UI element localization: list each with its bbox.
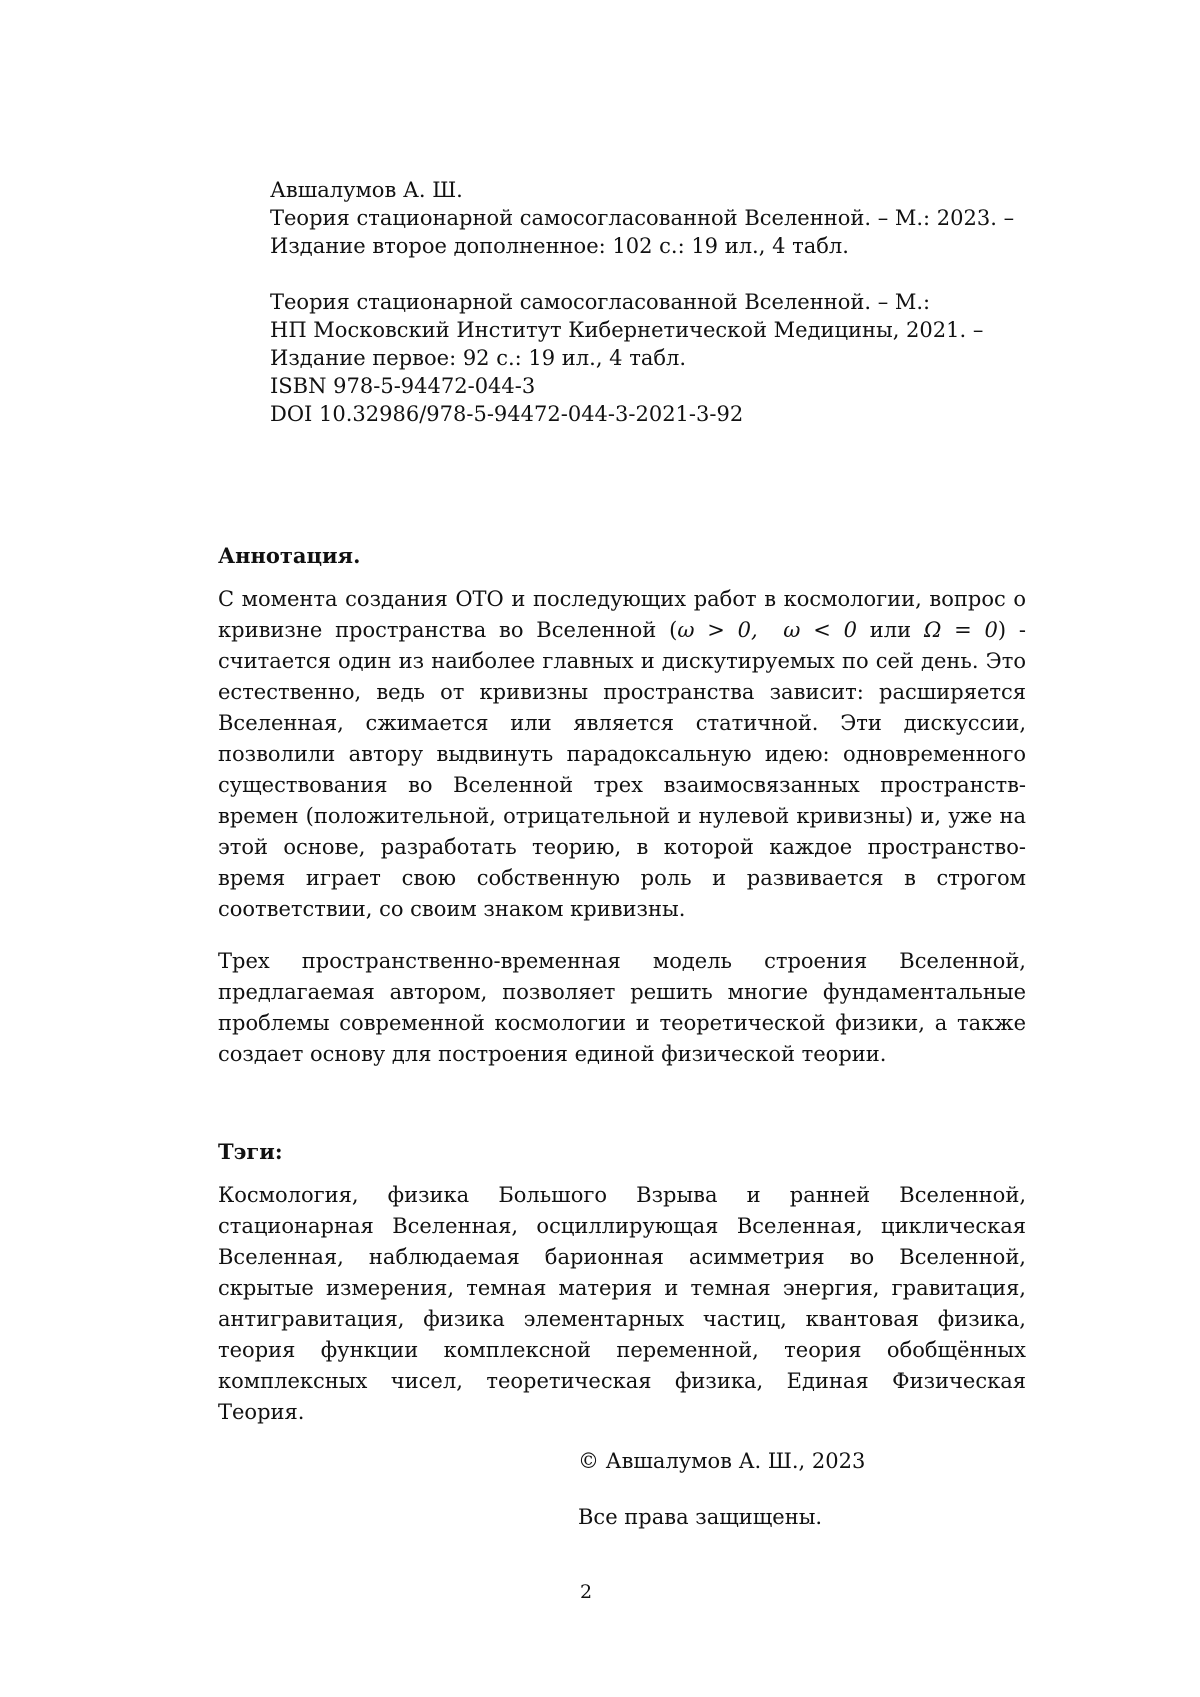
doi: DOI 10.32986/978-5-94472-044-3-2021-3-92 xyxy=(270,402,744,426)
rights-reserved: Все права защищены. xyxy=(578,1505,823,1529)
page-number: 2 xyxy=(579,1581,593,1603)
edition2-info: Издание второе дополненное: 102 с.: 19 ил., 4 табл. xyxy=(270,234,849,258)
tags-list: Космология, физика Большого Взрыва и ранней Вселенной, стационарная Вселенная, осциллирующая Вселенная, циклическая Вселенная, наблюдаемая барионная асимметрия во Вселенной, скрытые измерения, темная материя и темная энергия, гравитация, антигравитация, физика элементарных частиц, квантовая физика, теория функции комплексной переменной, теория обобщённых комплексных чисел, теоретическая физика, Единая Физическая Теория. xyxy=(218,1183,1026,1424)
edition1-publisher: НП Московский Институт Кибернетической Медицины, 2021. – xyxy=(270,318,984,342)
annotation-paragraph-1 xyxy=(218,584,1026,925)
math-omega-positive: ω > 0, xyxy=(677,618,758,642)
edition2-title: Теория стационарной самосогласованной Вселенной. – М.: 2023. – xyxy=(270,206,1015,230)
spacer xyxy=(270,260,1040,288)
annotation-paragraph-2: Трех пространственно-временная модель строения Вселенной, предлагаемая автором, позволяет решить многие фундаментальные проблемы современной космологии и теоретической физики, а также создает основу для построения единой физической теории. xyxy=(218,949,1026,1066)
math-omega-zero: Ω = 0 xyxy=(923,618,998,642)
tags-heading: Тэги: xyxy=(218,1139,283,1164)
author-name: Авшалумов А. Ш. xyxy=(270,178,463,202)
annotation-p1-or: или xyxy=(856,618,924,642)
annotation-p1-text-b: ) - считается один из наиболее главных и дискутируемых по сей день. Это естественно, ведь от кривизны пространства зависит: расширяется Вселенная, сжимается или является статичной. Эти дискуссии, позволили автору выдвинуть парадоксальную идею: одновременного существования во Вселенной трех взаимосвязанных пространств-времен (положительной, отрицательной и нулевой кривизны) и, уже на этой основе, разработать теорию, в которой каждое пространство-время играет свою собственную роль и развивается в строгом соответствии, со своим знаком кривизны. xyxy=(218,618,1027,921)
annotation-heading: Аннотация. xyxy=(218,543,361,568)
copyright-notice: © Авшалумов А. Ш., 2023 xyxy=(578,1449,866,1473)
edition1-info: Издание первое: 92 с.: 19 ил., 4 табл. xyxy=(270,346,687,370)
bibliographic-record xyxy=(270,176,1040,428)
math-omega-negative: ω < 0 xyxy=(783,618,857,642)
annotation-p1-text-a: С момента создания ОТО и последующих работ в космологии, вопрос о кривизне пространства во Вселенной ( xyxy=(218,587,1026,642)
edition1-title: Теория стационарной самосогласованной Вселенной. – М.: xyxy=(270,290,931,314)
isbn: ISBN 978-5-94472-044-3 xyxy=(270,374,536,398)
